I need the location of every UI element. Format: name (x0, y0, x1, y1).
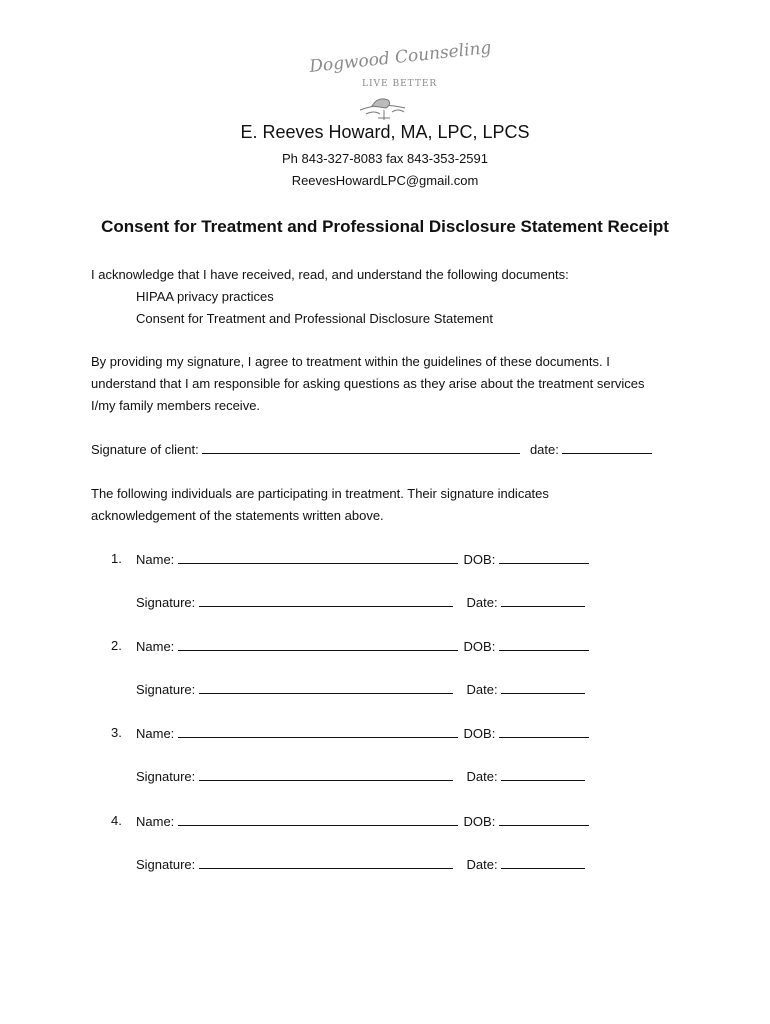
participant-signature-row (136, 679, 585, 700)
document-title: Consent for Treatment and Professional Disclosure Statement Receipt (101, 217, 669, 236)
participant-name-label: Name: (136, 726, 175, 741)
participant-signature-row (136, 766, 585, 787)
dogwood-counseling-logo (300, 37, 493, 122)
participant-date-field[interactable] (501, 766, 585, 781)
participant-signature-label: Signature: (136, 857, 196, 872)
participant-name-label: Name: (136, 552, 175, 567)
participant-date-label: Date: (466, 682, 498, 697)
participant-number: 1. (111, 551, 122, 566)
participant-dob-label: DOB: (463, 639, 496, 654)
participant-number: 3. (111, 725, 122, 740)
participant-signature-field[interactable] (199, 679, 453, 694)
participant-signature-field[interactable] (199, 854, 453, 869)
participant-dob-field[interactable] (499, 549, 589, 564)
participants-intro-paragraph: The following individuals are participating in treatment. Their signature indicates acknowledgement of the statements written above. (91, 486, 549, 523)
participant-signature-label: Signature: (136, 595, 196, 610)
client-date-label: date: (529, 442, 559, 457)
participant-signature-label: Signature: (136, 769, 196, 784)
document-item-hipaa: HIPAA privacy practices (136, 289, 274, 304)
svg-text:Dogwood Counseling: Dogwood Counseling (308, 37, 493, 77)
participant-name-label: Name: (136, 639, 175, 654)
participant-dob-field[interactable] (499, 636, 589, 651)
participant-date-label: Date: (466, 595, 498, 610)
participant-name-field[interactable] (178, 636, 458, 651)
participant-name-row (136, 723, 589, 744)
participant-dob-label: DOB: (463, 814, 496, 829)
participant-signature-row (136, 854, 585, 875)
participant-number: 2. (111, 638, 122, 653)
participant-date-field[interactable] (501, 592, 585, 607)
participant-signature-field[interactable] (199, 766, 453, 781)
client-signature-field[interactable] (202, 439, 520, 454)
email-address: ReevesHowardLPC@gmail.com (291, 173, 479, 188)
svg-text:LIVE BETTER: LIVE BETTER (362, 79, 438, 89)
client-date-field[interactable] (562, 439, 652, 454)
participant-signature-field[interactable] (199, 592, 453, 607)
document-item-consent: Consent for Treatment and Professional Disclosure Statement (136, 311, 493, 326)
counselor-name: E. Reeves Howard, MA, LPC, LPCS (240, 122, 530, 142)
agreement-paragraph: By providing my signature, I agree to treatment within the guidelines of these documents. I understand that I am responsible for asking questions as they arise about the treatment services I/my family members receive. (91, 354, 645, 413)
participant-name-field[interactable] (178, 811, 458, 826)
participant-name-row (136, 636, 589, 657)
client-signature-label: Signature of client: (91, 442, 199, 457)
participant-signature-label: Signature: (136, 682, 196, 697)
participant-dob-field[interactable] (499, 723, 589, 738)
phone-fax-line: Ph 843-327-8083 fax 843-353-2591 (282, 151, 488, 166)
participant-date-field[interactable] (501, 679, 585, 694)
participant-name-field[interactable] (178, 549, 458, 564)
participant-date-field[interactable] (501, 854, 585, 869)
participant-date-label: Date: (466, 857, 498, 872)
participant-signature-row (136, 592, 585, 613)
participant-dob-label: DOB: (463, 552, 496, 567)
participant-name-field[interactable] (178, 723, 458, 738)
participant-date-label: Date: (466, 769, 498, 784)
participant-dob-field[interactable] (499, 811, 589, 826)
participant-name-label: Name: (136, 814, 175, 829)
intro-paragraph: I acknowledge that I have received, read, and understand the following documents: (91, 267, 569, 282)
bird-on-branch-icon (360, 99, 405, 120)
participant-dob-label: DOB: (463, 726, 496, 741)
participant-number: 4. (111, 813, 122, 828)
client-signature-row (91, 439, 652, 460)
participant-name-row (136, 811, 589, 832)
participant-name-row (136, 549, 589, 570)
